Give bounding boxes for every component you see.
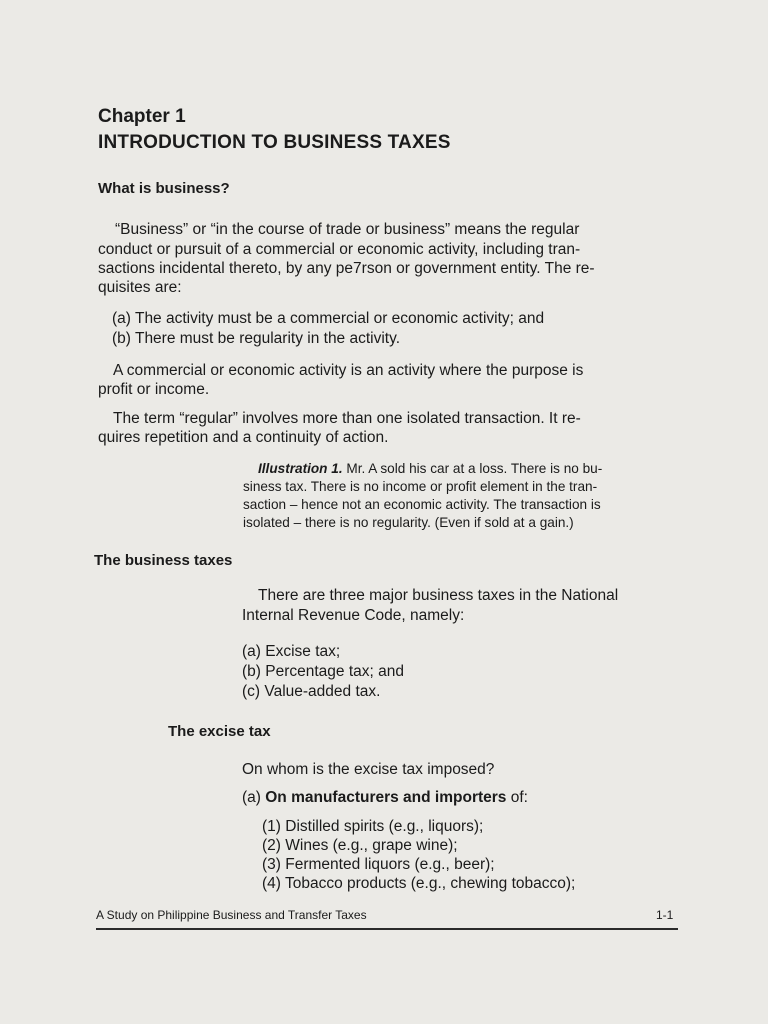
- requisite-item: (a) The activity must be a commercial or economic activity; and: [112, 310, 545, 327]
- excise-question: On whom is the excise tax imposed?: [242, 761, 495, 778]
- heading-what-is-business: What is business?: [98, 180, 230, 197]
- item-a-bold: On manufacturers and importers: [265, 789, 507, 806]
- illustration-text: Mr. A sold his car at a loss. There is no bu-: [342, 461, 603, 476]
- paragraph-line: quisites are:: [98, 279, 182, 296]
- item-a-suffix: of:: [506, 789, 528, 806]
- tax-list-item: (b) Percentage tax; and: [242, 663, 404, 680]
- footer-title: A Study on Philippine Business and Transfer Taxes: [96, 908, 367, 922]
- paragraph-line: Internal Revenue Code, namely:: [242, 607, 465, 624]
- paragraph-line: sactions incidental thereto, by any pe7rson or government entity. The re-: [98, 260, 595, 277]
- heading-business-taxes: The business taxes: [94, 552, 233, 569]
- heading-excise-tax: The excise tax: [168, 723, 271, 740]
- paragraph-line: There are three major business taxes in the National: [258, 587, 619, 604]
- excise-item-a: [242, 789, 528, 807]
- page-number: 1-1: [656, 908, 674, 922]
- item-a-prefix: (a): [242, 789, 266, 806]
- chapter-number: Chapter 1: [98, 106, 186, 127]
- paragraph-line: “Business” or “in the course of trade or business” means the regular: [115, 221, 580, 238]
- chapter-title: INTRODUCTION TO BUSINESS TAXES: [98, 132, 451, 153]
- tax-list-item: (c) Value-added tax.: [242, 683, 381, 700]
- paragraph-line: profit or income.: [98, 381, 210, 398]
- paragraph-line: A commercial or economic activity is an activity where the purpose is: [113, 362, 584, 379]
- product-item: (4) Tobacco products (e.g., chewing tobacco);: [262, 875, 576, 892]
- illustration-first-line: [258, 461, 602, 476]
- paragraph-line: The term “regular” involves more than one isolated transaction. It re-: [113, 410, 581, 427]
- requisite-item: (b) There must be regularity in the activity.: [112, 330, 401, 347]
- paragraph-line: conduct or pursuit of a commercial or economic activity, including tran-: [98, 241, 581, 258]
- illustration-line: isolated – there is no regularity. (Even if sold at a gain.): [243, 515, 574, 530]
- footer-rule: [96, 928, 678, 930]
- product-item: (2) Wines (e.g., grape wine);: [262, 837, 458, 854]
- product-item: (3) Fermented liquors (e.g., beer);: [262, 856, 495, 873]
- tax-list-item: (a) Excise tax;: [242, 643, 341, 660]
- illustration-line: siness tax. There is no income or profit element in the tran-: [243, 479, 598, 494]
- illustration-line: saction – hence not an economic activity. The transaction is: [243, 497, 601, 512]
- illustration-label: Illustration 1.: [258, 461, 343, 476]
- product-item: (1) Distilled spirits (e.g., liquors);: [262, 818, 484, 835]
- paragraph-line: quires repetition and a continuity of action.: [98, 429, 389, 446]
